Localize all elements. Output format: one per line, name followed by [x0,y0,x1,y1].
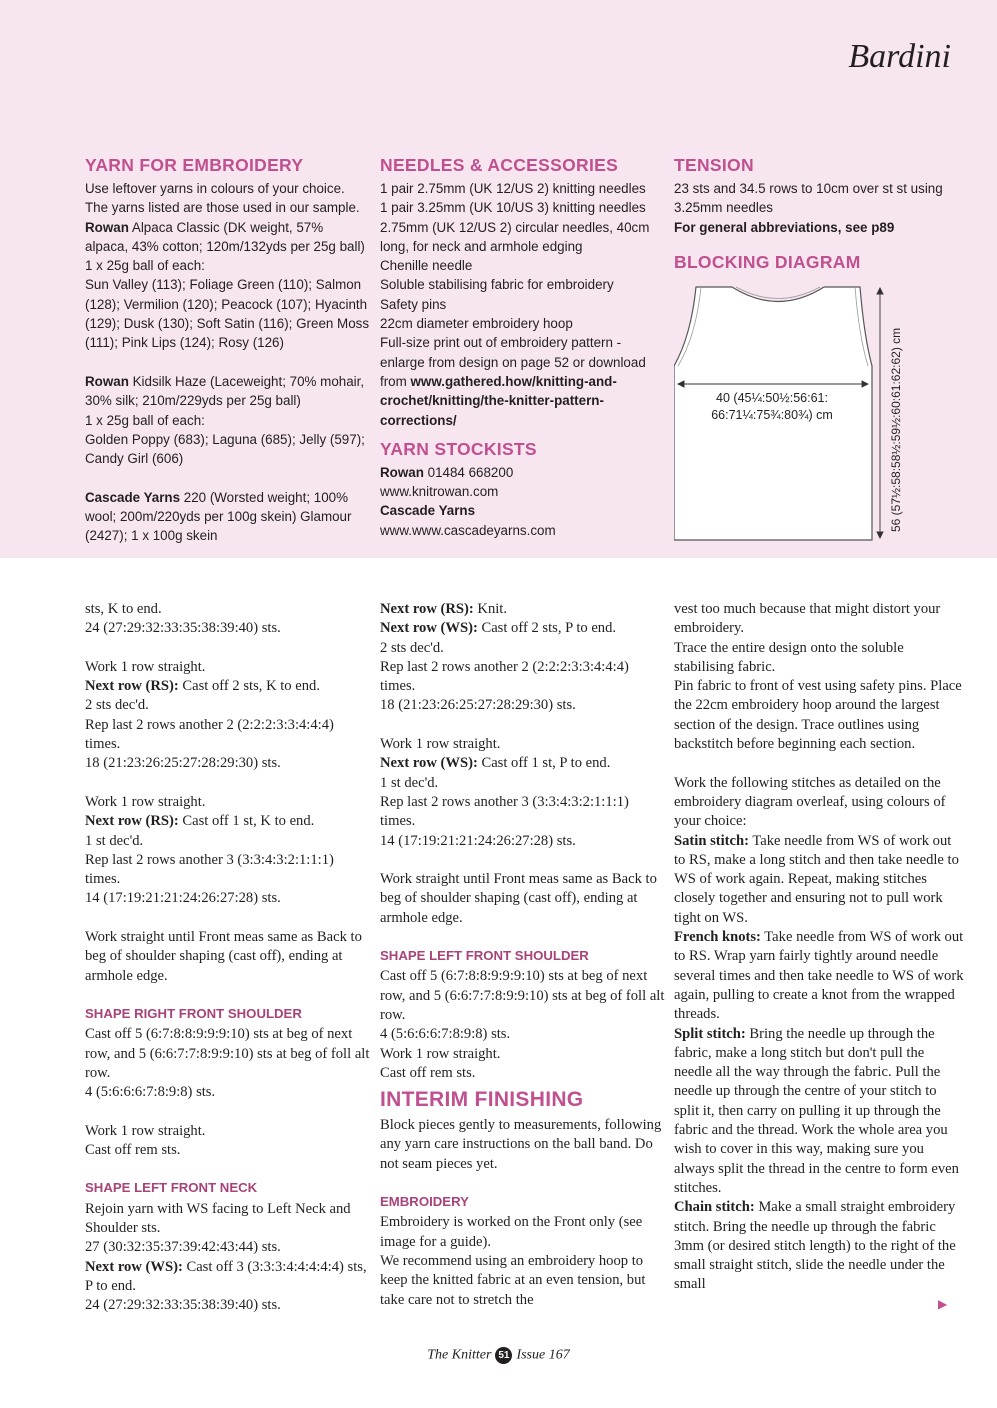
yarn-embroidery-heading: YARN FOR EMBROIDERY [85,155,304,175]
instruction-line: Cast off rem sts. [380,1064,476,1081]
stitch-count: 14 (17:19:21:21:24:26:27:28) sts. [85,890,281,907]
instruction-line: Block pieces gently to measurements, following any yarn care instructions on the ball band. Do not seam pieces yet. [380,1117,662,1172]
instruction-line: Embroidery is worked on the Front only (see image for a guide). [380,1214,643,1250]
stitch-count: 27 (30:32:35:37:39:42:43:44) sts. [85,1239,281,1256]
row-text: Cast off 1 st, P to end. [477,755,611,772]
stockist-rowan-web[interactable]: www.knitrowan.com [380,484,499,500]
stitch-label: Satin stitch: [674,832,749,849]
shape-left-front-neck-heading: SHAPE LEFT FRONT NECK [85,1180,258,1196]
row-text: Knit. [473,601,508,617]
blocking-diagram [674,286,909,541]
stockist-cascade [380,501,665,520]
blocking-heading: BLOCKING DIAGRAM [674,251,861,272]
stitch-label: Chain stitch: [674,1199,755,1216]
body-column-1 [85,600,370,1315]
yarn-embroidery-section [85,154,370,546]
instruction-line: Cast off 5 (6:7:8:8:9:9:9:10) sts at beg of next row, and 5 (6:6:7:7:8:9:9:10) sts at beg of foll alt row. [85,1026,370,1081]
length-arrow [877,288,883,538]
needle-item: 1 pair 3.25mm (UK 10/US 3) knitting needles [380,200,646,216]
stitch-count: 24 (27:29:32:33:35:38:39:40) sts. [85,1297,281,1314]
download-text: Full-size print out of embroidery pattern - enlarge from design on page 52 or download from [380,335,646,389]
instruction-line: Rep last 2 rows another 3 (3:3:4:3:2:1:1:1) times. [85,851,334,888]
stockist-cascade-web[interactable]: www.www.cascadeyarns.com [380,522,556,538]
body-column-2 [380,600,665,1310]
instruction-line: Work 1 row straight. [85,793,206,810]
stitch-text: Take needle from WS of work out to RS, make a long stitch and then take needle to WS of work again. Repeat, making stitches closely together and ensuring not to pull work tight on WS. [674,832,959,926]
download-note [380,333,665,429]
stitch-count: 18 (21:23:26:25:27:28:29:30) sts. [380,697,576,714]
page-footer [0,1347,997,1364]
row-label: Next row (WS): [380,755,478,772]
rowan-kidsilk-text: Kidsilk Haze (Laceweight; 70% mohair, 30% silk; 210m/229yds per 25g ball) [85,373,365,409]
cascade-brand: Cascade Yarns [85,489,181,505]
instruction-line: Cast off 5 (6:7:8:8:9:9:9:10) sts at beg of next row, and 5 (6:6:7:7:8:9:9:10) sts at beg of foll alt row. [380,968,665,1023]
stockist-rowan-phone: 01484 668200 [423,464,514,480]
instruction-line [85,812,370,831]
continue-arrow-icon: ▶ [938,1297,948,1311]
shape-right-front-shoulder-heading: SHAPE RIGHT FRONT SHOULDER [85,1005,302,1021]
instruction-line [85,1258,370,1297]
instruction-line: Pin fabric to front of vest using safety pins. Place the 22cm embroidery hoop around the largest section of the design. Trace outlines using backstitch before beginning each section. [674,678,962,753]
instruction-line: Work 1 row straight. [380,736,501,753]
shape-left-front-shoulder-heading: SHAPE LEFT FRONT SHOULDER [380,948,589,964]
instruction-line: Rejoin yarn with WS facing to Left Neck and Shoulder sts. [85,1200,351,1236]
stitch-count: 14 (17:19:21:21:24:26:27:28) sts. [380,832,576,849]
instruction-line: Rep last 2 rows another 2 (2:2:2:3:3:4:4:4) times. [85,716,334,753]
width-label-2: 66:71¼:75¾:80¾) cm [711,408,833,422]
needles-section [380,154,665,540]
instruction-line: sts, K to end. [85,601,162,617]
instruction-line: Work straight until Front meas same as Back to beg of shoulder shaping (cast off), ending at armhole edge. [85,929,362,984]
length-label: 56 (57½:58:58½:59½:60:61:62:62) cm [889,327,903,532]
stitch-label: Split stitch: [674,1025,746,1042]
instruction-line [85,677,370,696]
needle-item: 22cm diameter embroidery hoop [380,316,573,332]
rowan-alpaca-colours: Sun Valley (113); Foliage Green (110); Salmon (128); Vermilion (120); Peacock (107); Hyacinth (129); Dusk (130); Soft Satin (116); Green Moss (111); Pink Lips (124); Rosy (126) [85,277,370,351]
row-label: Next row (WS): [85,1258,183,1275]
instruction-line: Cast off rem sts. [85,1142,181,1159]
instruction-line: Work 1 row straight. [85,658,206,675]
french-knots [674,928,964,1024]
instruction-line [380,600,665,619]
stitch-label: French knots: [674,929,761,946]
stitch-text: Take needle from WS of work out to RS. Wrap yarn fairly tightly around needle several times and then take needle to WS of work again, pulling to create a knot from the wrapped threads. [674,929,964,1023]
cascade-text: 220 (Worsted weight; 100% wool; 200m/220yds per 100g skein) Glamour (2427); 1 x 100g skein [85,489,352,544]
stockists-heading: YARN STOCKISTS [380,438,537,459]
embroidery-heading: EMBROIDERY [380,1194,469,1210]
row-text: Cast off 1 st, K to end. [178,813,315,830]
issue-number: Issue 167 [516,1347,570,1363]
instruction-line: Rep last 2 rows another 3 (3:3:4:3:2:1:1:1) times. [380,793,629,830]
instruction-line: Work straight until Front meas same as Back to beg of shoulder shaping (cast off), ending at armhole edge. [380,871,657,926]
stockist-rowan-name: Rowan [380,464,424,480]
needle-item: Chenille needle [380,258,473,274]
stockist-cascade-name: Cascade Yarns [380,503,476,519]
needle-item: Safety pins [380,296,447,312]
tension-section [674,154,964,276]
magazine-name: The Knitter [427,1347,492,1363]
instruction-line [380,754,665,773]
row-text: Cast off 2 sts, P to end. [477,620,617,637]
chain-stitch [674,1198,964,1294]
rowan-alpaca-text: Alpaca Classic (DK weight, 57% alpaca, 43% cotton; 120m/132yds per 25g ball) [85,219,365,254]
rowan-kidsilk-spec [85,372,370,411]
stitch-count: 24 (27:29:32:33:35:38:39:40) sts. [85,620,281,637]
abbrev-note [674,218,964,237]
instruction-line: vest too much because that might distort your embroidery. [674,601,941,637]
instruction-line: Rep last 2 rows another 2 (2:2:2:3:3:4:4:4) times. [380,658,629,695]
split-stitch [674,1025,964,1199]
instruction-line: Work 1 row straight. [380,1045,501,1062]
page-title: Bardini [848,38,951,75]
instruction-line: Work the following stitches as detailed on the embroidery diagram overleaf, using colours of your choice: [674,774,946,830]
needle-item: 1 pair 2.75mm (UK 12/US 2) knitting needles [380,181,646,196]
satin-stitch [674,832,964,928]
needles-heading: NEEDLES & ACCESSORIES [380,155,619,175]
interim-finishing-heading: INTERIM FINISHING [380,1088,584,1112]
rowan-brand-2: Rowan [85,373,129,389]
stitch-text: Make a small straight embroidery stitch. Bring the needle up through the fabric 3mm (or desired stitch length) to the right of the small straight stitch, slide the needle under the small [674,1199,956,1293]
width-label-1: 40 (45¼:50½:56:61: [716,391,828,405]
stitch-text: Bring the needle up through the fabric, make a long stitch but don't pull the needle all the way through the fabric. Pull the needle up through the centre of your stitch to split it, then carry on pulling it up through the fabric and the thread. Work the whole area you wish to cover in this way, making sure you always split the thread in the centre to form even stitches. [674,1025,959,1196]
instruction-line: 1 st dec'd. [85,832,144,849]
cascade-spec [85,488,370,546]
stitch-count: 4 (5:6:6:6:7:8:9:8) sts. [85,1084,216,1101]
download-link[interactable]: www.gathered.how/knitting-and-crochet/knitting/the-knitter-pattern-corrections/ [380,373,617,428]
yarn-note-1: Use leftover yarns in colours of your choice. [85,181,345,196]
rowan-brand: Rowan [85,219,129,235]
instruction-line: 1 st dec'd. [380,774,439,791]
needle-item: 2.75mm (UK 12/US 2) circular needles, 40cm long, for neck and armhole edging [380,219,650,254]
instruction-line: We recommend using an embroidery hoop to keep the knitted fabric at an even tension, but take care not to stretch the [380,1252,646,1308]
row-label: Next row (RS): [85,813,179,830]
tension-heading: TENSION [674,155,754,175]
stockist-rowan [380,463,665,482]
page-number: 51 [495,1347,512,1364]
row-text: Cast off 3 (3:3:3:4:4:4:4:4) sts, P to end. [85,1258,367,1294]
instruction-line: 2 sts dec'd. [380,639,444,656]
rowan-kidsilk-colours: Golden Poppy (683); Laguna (685); Jelly (597); Candy Girl (606) [85,431,365,467]
instruction-line: Work 1 row straight. [85,1122,206,1139]
body-column-3 [674,600,964,1295]
rowan-kidsilk-qty: 1 x 25g ball of each: [85,412,205,428]
instruction-line: 2 sts dec'd. [85,697,149,714]
abbrev-text: For general abbreviations, see p89 [674,219,895,235]
tension-text: 23 sts and 34.5 rows to 10cm over st st using 3.25mm needles [674,181,943,216]
instruction-line: Trace the entire design onto the soluble stabilising fabric. [674,639,904,675]
rowan-alpaca-spec [85,218,370,257]
instruction-line [380,619,665,638]
stitch-count: 4 (5:6:6:6:7:8:9:8) sts. [380,1026,511,1043]
row-label: Next row (WS): [380,620,478,637]
rowan-alpaca-qty: 1 x 25g ball of each: [85,258,205,274]
stitch-count: 18 (21:23:26:25:27:28:29:30) sts. [85,755,281,772]
needle-item: Soluble stabilising fabric for embroidery [380,277,614,293]
row-label: Next row (RS): [85,678,179,695]
row-text: Cast off 2 sts, K to end. [178,678,320,695]
yarn-note-2: The yarns listed are those used in our sample. [85,200,360,216]
row-label: Next row (RS): [380,601,474,617]
